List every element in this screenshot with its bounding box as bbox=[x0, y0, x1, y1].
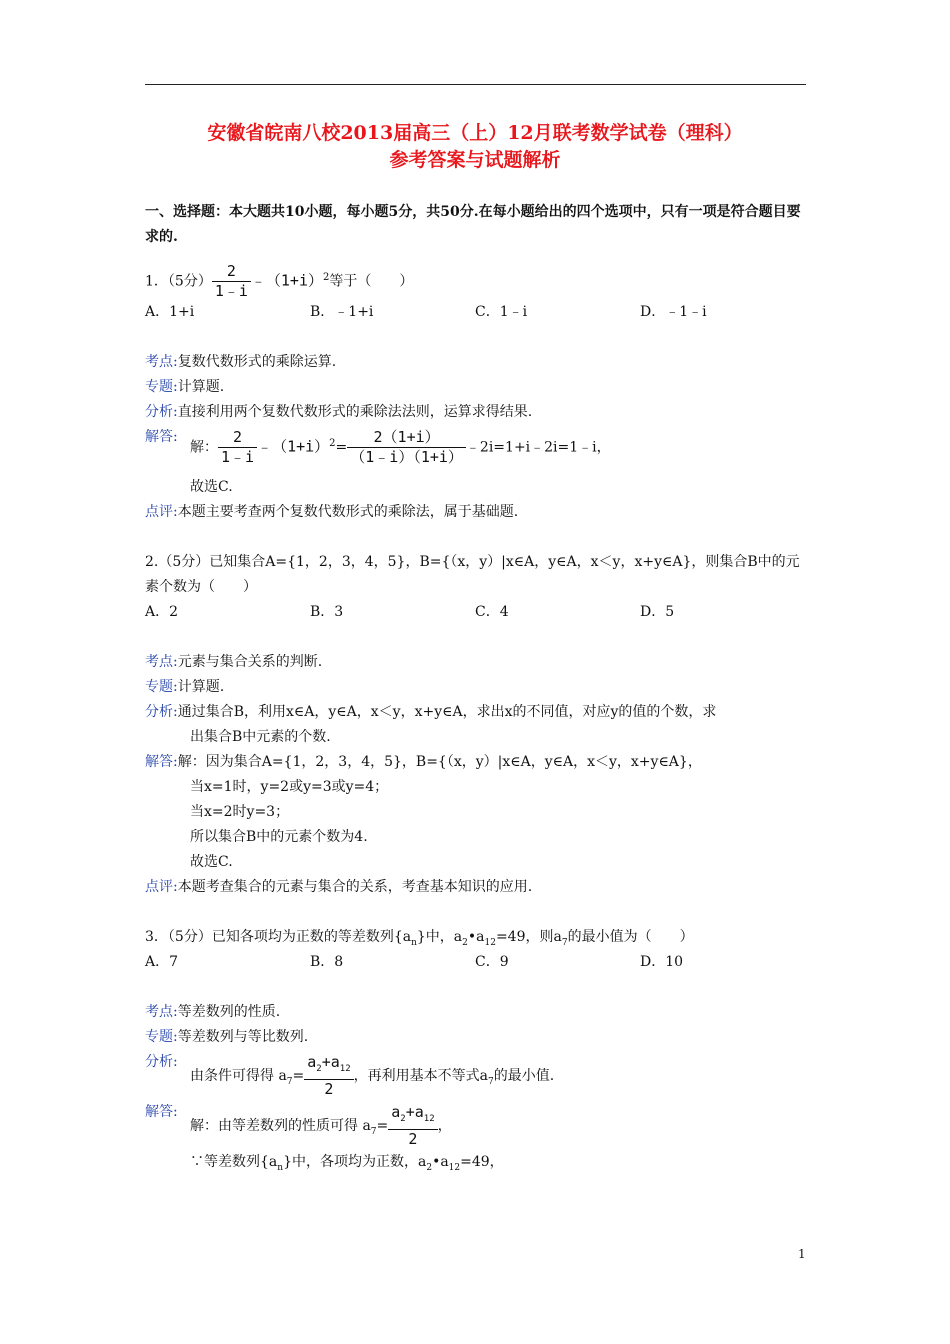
question-3-stem: 3．（5分）已知各项均为正数的等差数列$\{a_n\}$中，$a_2•a_{12}=49$，则$a_7$的最小值为（ ） bbox=[145, 929, 694, 948]
q2-option-d: D．5 bbox=[640, 604, 675, 620]
q2-jie-line3: 当x=2时y=3； bbox=[190, 804, 290, 820]
page-number: 1 bbox=[798, 1247, 806, 1261]
q2-option-b: B．3 bbox=[310, 604, 344, 620]
q3-zhuanti: 专题:等差数列与等比数列. bbox=[145, 1029, 309, 1045]
header-rule bbox=[145, 84, 806, 85]
q3-jie-line2: ∵等差数列$\{a_n\}$中，各项均为正数，$a_2•a_{12}=49$， bbox=[190, 1154, 504, 1173]
q2-kaodian: 考点:元素与集合关系的判断. bbox=[145, 654, 323, 670]
q2-option-c: C．4 bbox=[475, 604, 509, 620]
q2-fenxi-cont: 出集合B中元素的个数. bbox=[190, 729, 331, 745]
q3-kaodian: 考点:等差数列的性质. bbox=[145, 1004, 281, 1020]
q3-option-b: B．8 bbox=[310, 954, 344, 970]
q1-option-b: B．﹣1+i bbox=[310, 304, 374, 320]
q1-kaodian: 考点:复数代数形式的乘除运算. bbox=[145, 354, 337, 370]
q1-option-c: C．1﹣i bbox=[475, 304, 528, 320]
q2-jieda: 解答:解：因为集合A={1，2，3，4，5}，B={（x，y）|x∈A，y∈A，x＜y，x+y∈A}， bbox=[145, 754, 702, 770]
q2-fenxi: 分析:通过集合B，利用x∈A，y∈A，x＜y，x+y∈A，求出x的不同值，对应y的值的个数，求 bbox=[145, 704, 717, 720]
question-2-stem: 2.（5分）已知集合A={1，2，3，4，5}，B={（x，y）|x∈A，y∈A，x＜y，x+y∈A}，则集合B中的元 bbox=[145, 554, 800, 570]
q1-jieda-label: 解答: bbox=[145, 429, 178, 445]
q1-fraction: $\frac{2}{1﹣i}$ bbox=[212, 262, 251, 301]
q3-solution: 解：由等差数列的性质可得 $a_7=$ $\frac{a_2+a_{12}}{2}$ ， bbox=[190, 1103, 452, 1148]
question-2-stem-cont: 素个数为（ ） bbox=[145, 579, 257, 595]
q2-option-a: A．2 bbox=[145, 604, 179, 620]
document-title: 安徽省皖南八校2013届高三（上）12月联考数学试卷（理科） bbox=[207, 122, 743, 144]
q3-option-c: C．9 bbox=[475, 954, 509, 970]
q2-dianping: 点评:本题考查集合的元素与集合的关系，考查基本知识的应用. bbox=[145, 879, 533, 895]
section-heading: 一、选择题：本大题共10小题，每小题5分，共50分.在每小题给出的四个选项中，只有一项是符合题目要求的. bbox=[145, 204, 801, 245]
document-subtitle: 参考答案与试题解析 bbox=[389, 149, 561, 171]
question-1-stem: 1．（5分） $\frac{2}{1﹣i}$ $﹣(1+i)^2$等于（ ） bbox=[145, 262, 414, 300]
q1-zhuanti: 专题:计算题. bbox=[145, 379, 225, 395]
q3-option-d: D．10 bbox=[640, 954, 684, 970]
q1-choice: 故选C. bbox=[190, 479, 233, 495]
q1-option-a: A．1+i bbox=[145, 304, 195, 320]
q1-option-d: D．﹣1﹣i bbox=[640, 304, 707, 320]
q1-solution: 解： $\frac{2}{1﹣i}$ $﹣(1+i)^2=$ $\frac{2(1+i)}{(1﹣i)(1+i)}$ ﹣2i=1+i﹣2i=1﹣i， bbox=[190, 428, 611, 466]
q2-choice: 故选C. bbox=[190, 854, 233, 870]
q3-fenxi-label: 分析: bbox=[145, 1054, 178, 1070]
q2-zhuanti: 专题:计算题. bbox=[145, 679, 225, 695]
q3-fenxi: 由条件可得得 $a_7=$ $\frac{a_2+a_{12}}{2}$ ，再利用基本不等式$a_7$的最小值. bbox=[190, 1053, 555, 1098]
q2-jie-line2: 当x=1时，y=2或y=3或y=4； bbox=[190, 779, 389, 795]
q3-option-a: A．7 bbox=[145, 954, 179, 970]
q3-jieda-label: 解答: bbox=[145, 1104, 178, 1120]
q1-fenxi: 分析:直接利用两个复数代数形式的乘除法法则，运算求得结果. bbox=[145, 404, 533, 420]
q1-dianping: 点评:本题主要考查两个复数代数形式的乘除法，属于基础题. bbox=[145, 504, 519, 520]
q2-jie-line4: 所以集合B中的元素个数为4. bbox=[190, 829, 368, 845]
